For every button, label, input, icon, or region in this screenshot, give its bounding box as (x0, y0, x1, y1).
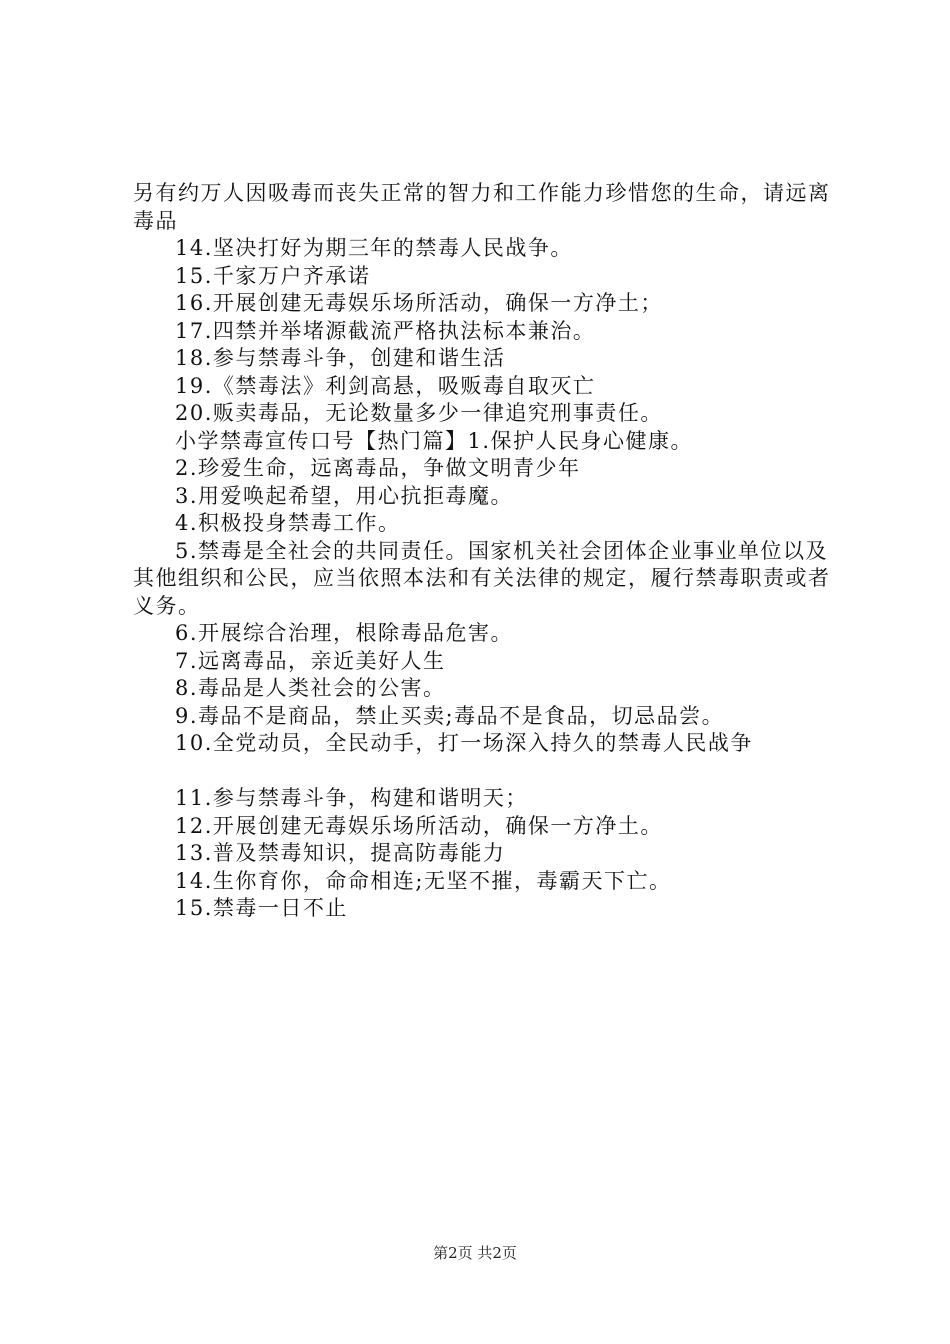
page-footer (0, 1242, 950, 1263)
paragraph-slogan-5: 5.禁毒是全社会的共同责任。国家机关社会团体企业事业单位以及其他组织和公民，应当依照本法和有关法律的规定，履行禁毒职责或者义务。 (133, 538, 831, 618)
paragraph-slogan-9: 9.毒品不是商品，禁止买卖;毒品不是食品，切忌品尝。 (175, 703, 725, 728)
paragraph-slogan-2: 2.珍爱生命，远离毒品，争做文明青少年 (175, 456, 581, 480)
paragraph-slogan-3: 3.用爱唤起希望，用心抗拒毒魔。 (175, 483, 514, 508)
document-body (133, 180, 839, 923)
paragraph-intro: 另有约万人因吸毒而丧失正常的智力和工作能力珍惜您的生命，请远离毒品 (133, 181, 831, 233)
paragraph-section-heading: 小学禁毒宣传口号【热门篇】1.保护人民身心健康。 (175, 428, 694, 453)
paragraph-slogan-10: 10.全党动员，全民动手，打一场深入持久的禁毒人民战争 (175, 731, 753, 755)
paragraph-slogan-16: 16.开展创建无毒娱乐场所活动，确保一方净土； (175, 291, 663, 315)
paragraph-slogan-15b: 15.禁毒一日不止 (175, 896, 348, 920)
paragraph-slogan-7: 7.远离毒品，亲近美好人生 (175, 648, 446, 673)
paragraph-slogan-17: 17.四禁并举堵源截流严格执法标本兼治。 (175, 318, 596, 343)
paragraph-slogan-8: 8.毒品是人类社会的公害。 (175, 676, 446, 700)
blank-line (133, 758, 839, 786)
paragraph-slogan-14: 14.坚决打好为期三年的禁毒人民战争。 (175, 236, 573, 260)
paragraph-slogan-19: 19.《禁毒法》利剑高悬，吸贩毒自取灭亡 (175, 373, 596, 398)
paragraph-slogan-18: 18.参与禁毒斗争，创建和谐生活 (175, 346, 506, 370)
paragraph-slogan-4: 4.积极投身禁毒工作。 (175, 511, 401, 535)
paragraph-slogan-12: 12.开展创建无毒娱乐场所活动，确保一方净土。 (175, 813, 663, 838)
paragraph-slogan-13: 13.普及禁毒知识，提高防毒能力 (175, 841, 506, 865)
page-number-label: 第2页 共2页 (433, 1244, 517, 1262)
paragraph-slogan-6: 6.开展综合治理，根除毒品危害。 (175, 621, 514, 645)
paragraph-slogan-14b: 14.生你育你，命命相连;无坚不摧，毒霸天下亡。 (175, 868, 672, 893)
paragraph-slogan-11: 11.参与禁毒斗争，构建和谐明天； (175, 786, 528, 810)
paragraph-slogan-20: 20.贩卖毒品，无论数量多少一律追究刑事责任。 (175, 401, 663, 425)
paragraph-slogan-15: 15.千家万户齐承诺 (175, 263, 371, 288)
